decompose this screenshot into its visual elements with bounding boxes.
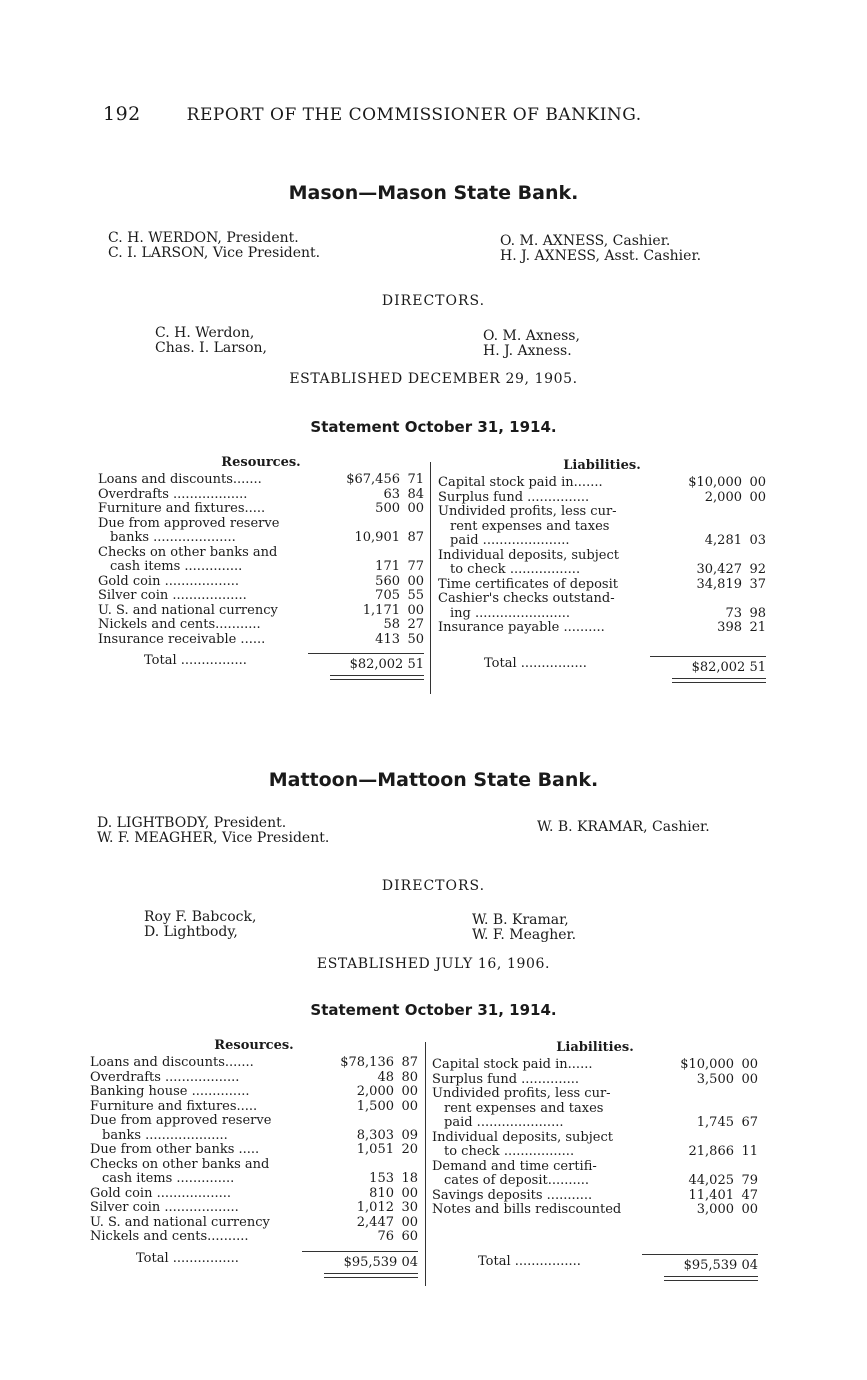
ledger-cents: 55 [407, 588, 424, 603]
ledger-cents: 98 [749, 605, 766, 621]
ledger-amount: 10,901 [354, 530, 400, 545]
ledger-cents [734, 1160, 758, 1175]
ledger-label: Time certificates of deposit [438, 577, 618, 592]
ledger-amount: 1,051 [356, 1142, 394, 1157]
ledger-label: paid ..................... [444, 1116, 564, 1130]
ledger-row [438, 549, 766, 564]
ledger-amount [642, 1102, 734, 1117]
ledger-amount [650, 520, 742, 535]
ledger-cents: 92 [749, 562, 766, 577]
ledger-amount: $10,000 [688, 475, 742, 490]
liabilities-heading: Liabilities. [563, 458, 641, 473]
ledger-cents: 00 [741, 1071, 758, 1087]
ledger-label: Checks on other banks and [98, 545, 278, 560]
ledger-row [432, 1174, 758, 1189]
director: W. B. Kramar, [472, 912, 569, 928]
ledger-cents: 47 [741, 1187, 758, 1203]
ledger-amount: 2,000 [356, 1084, 394, 1099]
ledger-label: rent expenses and taxes [450, 519, 610, 534]
ledger-row [438, 505, 766, 520]
ledger-amount: 2,447 [356, 1214, 394, 1230]
ledger-cents: 21 [749, 620, 766, 635]
ledger-label: to check ................. [444, 1145, 575, 1159]
ledger-row [98, 473, 424, 488]
established-date: ESTABLISHED DECEMBER 29, 1905. [289, 371, 578, 387]
ledger-label: Nickels and cents.......... [90, 1230, 249, 1244]
ledger-row [438, 534, 766, 549]
ledger-amount: $78,136 [340, 1055, 394, 1070]
ledger-label: Cashier's checks outstand- [438, 592, 615, 606]
ledger-cents: 37 [749, 576, 766, 592]
ledger-row [98, 575, 424, 590]
ledger-cents: 00 [401, 1098, 418, 1114]
directors-heading: DIRECTORS. [381, 293, 486, 309]
ledger-row [432, 1102, 758, 1117]
ledger-amount: 3,000 [696, 1202, 734, 1217]
directors-right [472, 913, 576, 943]
ledger-label: cates of deposit.......... [444, 1174, 590, 1188]
ledger-label: Insurance receivable ...... [98, 632, 266, 647]
ledger-amount: 11,401 [688, 1187, 734, 1203]
column-divider [425, 1042, 426, 1286]
ledger-label: Due from other banks ..... [90, 1143, 260, 1157]
ledger-row [90, 1071, 418, 1086]
ledger-label: Banking house .............. [90, 1085, 250, 1099]
officer: W. B. KRAMAR, Cashier. [537, 819, 710, 835]
ledger-label: Checks on other banks and [90, 1157, 270, 1172]
ledger-amount [302, 1158, 394, 1173]
ledger-label: Gold coin .................. [90, 1186, 231, 1201]
ledger-label: Undivided profits, less cur- [432, 1087, 611, 1101]
directors-left [155, 326, 267, 356]
ledger-amount: 705 [375, 588, 400, 603]
resources-total-row [90, 1251, 418, 1270]
ledger-row [90, 1085, 418, 1100]
ledger-amount: 73 [725, 605, 742, 621]
resources-column [98, 455, 424, 680]
ledger-amount [642, 1160, 734, 1175]
ledger-cents: 18 [401, 1171, 418, 1186]
ledger-row [90, 1158, 418, 1173]
ledger-cents [734, 1102, 758, 1117]
total-label: Total ................ [478, 1253, 581, 1269]
ledger-label: Insurance payable .......... [438, 621, 605, 635]
ledger-cents [742, 505, 766, 520]
ledger-label: Due from approved reserve [90, 1114, 272, 1128]
ledger-amount: 44,025 [688, 1173, 734, 1188]
officer: C. I. LARSON, Vice President. [108, 245, 321, 261]
ledger-row [438, 578, 766, 593]
ledger-row [98, 618, 424, 633]
ledger-row [438, 563, 766, 578]
officers-right [537, 820, 710, 835]
directors-right [483, 329, 580, 359]
ledger-amount: 1,745 [696, 1115, 734, 1130]
ledger-cents: 60 [401, 1229, 418, 1244]
ledger-cents: 00 [749, 489, 766, 505]
ledger-label: Due from approved reserve [98, 516, 280, 531]
ledger-amount [650, 549, 742, 564]
ledger-amount [642, 1131, 734, 1146]
director: Chas. I. Larson, [155, 340, 268, 356]
ledger-row [432, 1189, 758, 1204]
statement-date: Statement October 31, 1914. [310, 418, 557, 436]
ledger-row [438, 476, 766, 491]
ledger-amount: 413 [375, 631, 400, 647]
ledger-amount: 4,281 [704, 533, 742, 548]
ledger-amount: 3,500 [696, 1071, 734, 1087]
resources-list [90, 1056, 418, 1245]
ledger-row [432, 1203, 758, 1218]
ledger-label: Silver coin .................. [98, 589, 247, 603]
ledger-cents: 77 [407, 559, 424, 574]
ledger-row [98, 488, 424, 503]
ledger-row [438, 520, 766, 535]
director: D. Lightbody, [144, 924, 238, 940]
ledger-cents [742, 592, 766, 607]
ledger-label: Surplus fund ............... [438, 490, 590, 505]
ledger-cents: 71 [407, 472, 424, 487]
ledger-amount: 171 [375, 559, 400, 574]
ledger-label: rent expenses and taxes [444, 1101, 604, 1116]
ledger-row [90, 1187, 418, 1202]
ledger-label: Demand and time certifi- [432, 1159, 597, 1174]
liabilities-total-row [432, 1254, 758, 1273]
established-date: ESTABLISHED JULY 16, 1906. [316, 956, 551, 972]
liabilities-list [438, 476, 766, 636]
ledger-row [98, 560, 424, 575]
ledger-amount: $67,456 [346, 472, 400, 487]
ledger-cents [394, 1158, 418, 1173]
ledger-row [90, 1056, 418, 1071]
ledger-label: Furniture and fixtures..... [98, 502, 266, 516]
ledger-label: Capital stock paid in...... [432, 1058, 593, 1072]
officer: D. LIGHTBODY, President. [97, 815, 287, 831]
ledger-amount: 500 [375, 501, 400, 516]
ledger-label: Undivided profits, less cur- [438, 505, 617, 519]
ledger-label: banks .................... [110, 531, 236, 545]
ledger-cents [734, 1131, 758, 1146]
ledger-cents: 00 [741, 1057, 758, 1072]
ledger-label: U. S. and national currency [90, 1215, 270, 1230]
directors-left [144, 910, 256, 940]
ledger-amount [650, 592, 742, 607]
ledger-cents: 00 [741, 1202, 758, 1217]
ledger-row [98, 633, 424, 648]
officer: O. M. AXNESS, Cashier. [500, 233, 671, 249]
director: O. M. Axness, [483, 328, 580, 344]
ledger-amount: 2,000 [704, 489, 742, 505]
ledger-cents: 87 [407, 530, 424, 545]
ledger-label: Nickels and cents........... [98, 618, 261, 632]
ledger-label: Overdrafts .................. [98, 487, 248, 502]
ledger-amount [302, 1114, 394, 1129]
ledger-row [98, 502, 424, 517]
bank-title: Mason—Mason State Bank. [288, 182, 579, 204]
director: W. F. Meagher. [472, 927, 577, 943]
ledger-cents [742, 549, 766, 564]
officers-left [97, 816, 329, 846]
ledger-amount [308, 546, 400, 561]
ledger-label: Overdrafts .................. [90, 1070, 240, 1085]
ledger-row [98, 589, 424, 604]
ledger-cents: 50 [407, 631, 424, 647]
resources-heading: Resources. [221, 455, 301, 470]
ledger-row [90, 1143, 418, 1158]
ledger-row [432, 1073, 758, 1088]
resources-list [98, 473, 424, 647]
ledger-label: Individual deposits, subject [438, 548, 619, 563]
ledger-row [432, 1087, 758, 1102]
ledger-amount: 48 [377, 1069, 394, 1085]
ledger-cents: 27 [407, 617, 424, 632]
ledger-amount: 63 [383, 486, 400, 502]
ledger-label: Individual deposits, subject [432, 1130, 613, 1145]
ledger-row [90, 1216, 418, 1231]
ledger-amount: 34,819 [696, 576, 742, 592]
report-title: REPORT OF THE COMMISSIONER OF BANKING. [186, 105, 642, 125]
ledger-row [438, 592, 766, 607]
ledger-amount: 30,427 [696, 562, 742, 577]
officer: C. H. WERDON, President. [108, 230, 299, 246]
liabilities-total-row [438, 656, 766, 675]
ledger-label: Capital stock paid in....... [438, 476, 603, 490]
ledger-row [90, 1129, 418, 1144]
ledger-cents: 00 [749, 475, 766, 490]
ledger-amount [642, 1087, 734, 1102]
ledger-cents: 80 [401, 1069, 418, 1085]
ledger-cents: 00 [407, 573, 424, 589]
directors-heading: DIRECTORS. [381, 878, 486, 894]
column-divider [430, 462, 431, 694]
ledger-cents [742, 520, 766, 535]
liabilities-total: $82,002 51 [650, 656, 766, 675]
double-rule [672, 678, 766, 683]
ledger-row [98, 604, 424, 619]
liabilities-column [432, 1040, 758, 1281]
officer: W. F. MEAGHER, Vice President. [97, 830, 330, 846]
total-label: Total ................ [484, 655, 587, 671]
ledger-label: banks .................... [102, 1128, 228, 1143]
double-rule [664, 1276, 758, 1281]
ledger-label: Loans and discounts....... [90, 1056, 254, 1070]
director: Roy F. Babcock, [144, 909, 257, 925]
ledger-cents: 03 [749, 533, 766, 548]
ledger-amount: 398 [717, 620, 742, 635]
ledger-row [98, 546, 424, 561]
ledger-cents: 30 [401, 1200, 418, 1215]
ledger-cents: 67 [741, 1115, 758, 1130]
ledger-amount: 58 [383, 617, 400, 632]
ledger-row [98, 531, 424, 546]
ledger-amount: 1,012 [356, 1200, 394, 1215]
resources-column [90, 1038, 418, 1278]
officers-left [108, 231, 320, 261]
total-label: Total ................ [136, 1250, 239, 1266]
bank-title: Mattoon—Mattoon State Bank. [268, 769, 599, 791]
ledger-label: Silver coin .................. [90, 1201, 239, 1215]
total-label: Total ................ [144, 653, 247, 668]
ledger-cents: 84 [407, 486, 424, 502]
ledger-amount: 1,171 [362, 602, 400, 618]
ledger-row [90, 1100, 418, 1115]
ledger-row [98, 517, 424, 532]
ledger-cents: 79 [741, 1173, 758, 1188]
ledger-label: cash items .............. [102, 1172, 235, 1186]
liabilities-column [438, 458, 766, 683]
ledger-label: Savings deposits ........... [432, 1188, 593, 1203]
ledger-amount: 21,866 [688, 1144, 734, 1159]
resources-total-row [98, 653, 424, 672]
resources-heading: Resources. [214, 1038, 294, 1053]
ledger-cents: 00 [407, 602, 424, 618]
ledger-label: paid ..................... [450, 534, 570, 548]
ledger-row [432, 1131, 758, 1146]
officers-right [500, 234, 701, 264]
ledger-cents [400, 546, 424, 561]
ledger-label: Loans and discounts....... [98, 473, 262, 487]
double-rule [324, 1273, 418, 1278]
ledger-row [90, 1201, 418, 1216]
ledger-row [90, 1172, 418, 1187]
director: H. J. Axness. [483, 343, 572, 359]
ledger-cents: 20 [401, 1142, 418, 1157]
resources-total: $82,002 51 [308, 653, 424, 672]
liabilities-heading: Liabilities. [556, 1040, 634, 1055]
ledger-amount [308, 517, 400, 532]
ledger-cents: 00 [401, 1084, 418, 1099]
ledger-amount [650, 505, 742, 520]
ledger-label: Gold coin .................. [98, 574, 239, 589]
ledger-row [438, 621, 766, 636]
ledger-label: Notes and bills rediscounted [432, 1203, 622, 1217]
ledger-amount: 1,500 [356, 1098, 394, 1114]
ledger-cents: 00 [401, 1214, 418, 1230]
ledger-amount: 560 [375, 573, 400, 589]
ledger-row [432, 1058, 758, 1073]
page-number: 192 [103, 103, 141, 125]
ledger-row [90, 1230, 418, 1245]
ledger-row [432, 1160, 758, 1175]
ledger-cents: 00 [401, 1185, 418, 1201]
ledger-amount: 8,303 [356, 1127, 394, 1143]
ledger-label: to check ................. [450, 563, 581, 577]
ledger-cents [400, 517, 424, 532]
ledger-cents: 87 [401, 1055, 418, 1070]
ledger-cents: 11 [741, 1144, 758, 1159]
ledger-label: cash items .............. [110, 560, 243, 574]
ledger-row [438, 607, 766, 622]
ledger-label: Surplus fund .............. [432, 1072, 580, 1087]
ledger-row [90, 1114, 418, 1129]
ledger-row [438, 491, 766, 506]
ledger-label: U. S. and national currency [98, 603, 278, 618]
officer: H. J. AXNESS, Asst. Cashier. [500, 248, 702, 264]
ledger-cents: 09 [401, 1127, 418, 1143]
ledger-amount: 810 [369, 1185, 394, 1201]
liabilities-list [432, 1058, 758, 1218]
ledger-amount: 76 [377, 1229, 394, 1244]
ledger-row [432, 1145, 758, 1160]
ledger-cents: 00 [407, 501, 424, 516]
ledger-amount: $10,000 [680, 1057, 734, 1072]
resources-total: $95,539 04 [302, 1251, 418, 1270]
ledger-label: ing ....................... [450, 606, 571, 621]
ledger-cents [394, 1114, 418, 1129]
ledger-cents [734, 1087, 758, 1102]
director: C. H. Werdon, [155, 325, 255, 341]
double-rule [330, 675, 424, 680]
ledger-amount: 153 [369, 1171, 394, 1186]
statement-date: Statement October 31, 1914. [310, 1001, 557, 1019]
liabilities-total: $95,539 04 [642, 1254, 758, 1273]
ledger-row [432, 1116, 758, 1131]
ledger-label: Furniture and fixtures..... [90, 1099, 258, 1114]
page-header [103, 103, 642, 125]
